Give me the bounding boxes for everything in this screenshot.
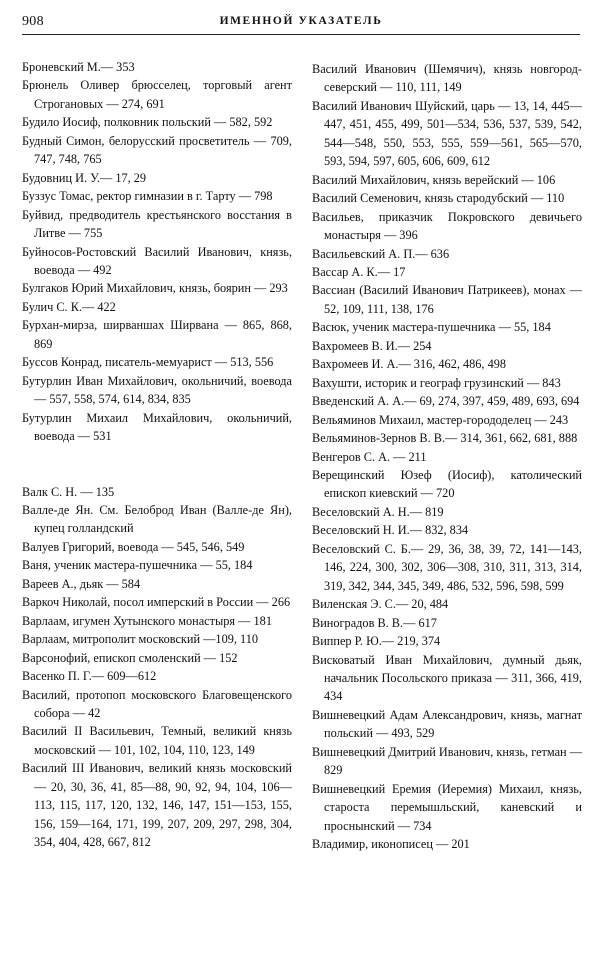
index-entry: Веселовский А. Н.— 819 — [312, 504, 444, 519]
index-entry: Варлаам, митрополит московский —109, 110 — [22, 632, 259, 647]
index-entry: Буйносов-Ростовский Василий Иванович, князь, воевода — 492 — [22, 244, 292, 277]
index-entry: Вахромеев В. И.— 254 — [312, 338, 432, 353]
index-entry: Булгаков Юрий Михайлович, князь, боярин — 293 — [22, 281, 288, 296]
index-entry: Василий Иванович Шуйский, царь — 13, 14, 445—447, 451, 455, 499, 501—534, 536, 537, 539, 542, 544—548, 550, 553, 555, 559—561, 565—570, 593, 594, 597, 605, 606, 609, 612 — [312, 98, 582, 169]
index-entry: Ваня, ученик мастера-пушечника — 55, 184 — [22, 558, 253, 573]
index-entry: Варкоч Николай, посол имперский в России — 266 — [22, 595, 291, 610]
index-entry: Вахушти, историк и географ грузинский — 843 — [312, 375, 561, 390]
index-entry: Вельяминов Михаил, мастер-горододелец — 243 — [312, 412, 569, 427]
index-entry: Василий Михайлович, князь верейский — 106 — [312, 172, 556, 187]
index-entry: Введенский А. А.— 69, 274, 397, 459, 489, 693, 694 — [312, 394, 580, 409]
letter-section-gap — [22, 446, 292, 483]
index-entry: Булич С. К.— 422 — [22, 299, 116, 314]
left-column — [22, 58, 292, 852]
index-entry: Вассар А. К.— 17 — [312, 264, 406, 279]
index-entry: Васильев, приказчик Покровского девичьего монастыря — 396 — [312, 209, 582, 243]
index-entry: Верещинский Юзеф (Иосиф), католический епископ киевский — 720 — [312, 467, 582, 501]
index-entry: Бутурлин Михаил Михайлович, окольничий, воевода — 531 — [22, 410, 292, 444]
index-entry: Варсонофий, епископ смоленский — 152 — [22, 650, 238, 665]
index-entry: Владимир, иконописец — 201 — [312, 837, 470, 852]
index-entry: Бутурлин Иван Михайлович, окольничий, воевода — 557, 558, 574, 614, 834, 835 — [22, 373, 292, 407]
index-entry: Веселовский С. Б.— 29, 36, 38, 39, 72, 141—143, 146, 224, 300, 302, 306—308, 310, 311, 313, 314, 319, 342, 344, 345, 349, 486, 532, 596, 598, 599 — [312, 541, 582, 593]
index-entry: Вельяминов-Зернов В. В.— 314, 361, 662, 681, 888 — [312, 431, 578, 446]
index-entry: Васюк, ученик мастера-пушечника — 55, 184 — [312, 320, 551, 335]
index-entry: Василий, протопоп московского Благовещенского собора — 42 — [22, 687, 292, 720]
index-entry: Варлаам, игумен Хутынского монастыря — 181 — [22, 613, 272, 628]
index-entry: Броневский М.— 353 — [22, 60, 135, 74]
index-entry: Валк С. Н. — 135 — [22, 484, 115, 499]
index-group-b — [22, 58, 292, 446]
page-number: 908 — [22, 14, 44, 29]
index-entry: Василий II Васильевич, Темный, великий князь московский — 101, 102, 104, 110, 123, 149 — [22, 724, 292, 757]
index-entry: Вахромеев И. А.— 316, 462, 486, 498 — [312, 357, 507, 372]
index-entry: Висковатый Иван Михайлович, думный дьяк, начальник Посольского приказа — 311, 366, 419, 434 — [312, 652, 582, 704]
index-entry: Будный Симон, белорусский просветитель — 709, 747, 748, 765 — [22, 133, 292, 167]
index-entry: Валле-де Ян. См. Белоброд Иван (Валле-де Ян), купец голландский — [22, 502, 292, 536]
index-entry: Виленская Э. С.— 20, 484 — [312, 597, 449, 612]
page-title: ИМЕННОЙ УКАЗАТЕЛЬ — [219, 15, 383, 27]
index-entry: Василий Семенович, князь стародубский — 110 — [312, 191, 565, 206]
index-entry: Буйвид, предводитель крестьянского восстания в Литве — 755 — [22, 207, 292, 241]
index-entry: Вишневецкий Еремия (Иеремия) Михаил, князь, староста перемышльский, каневский и проснынский — 734 — [312, 781, 582, 833]
right-column — [312, 60, 582, 853]
index-entry: Вассиан (Василий Иванович Патрикеев), монах — 52, 109, 111, 138, 176 — [312, 283, 582, 316]
index-entry: Буззус Томас, ректор гимназии в г. Тарту — 798 — [22, 189, 273, 204]
index-entry: Будовниц И. У.— 17, 29 — [22, 170, 147, 185]
index-entry: Вареев А., дьяк — 584 — [22, 576, 141, 591]
index-entry: Васенко П. Г.— 609—612 — [22, 669, 157, 684]
index-entry: Василий III Иванович, великий князь московский — 20, 30, 36, 41, 85—88, 90, 92, 94, 104, 106—113, 115, 117, 120, 132, 146, 147, 151—153, 155, 156, 159—164, 171, 199, 207, 209, 297, 298, 304, 354, 404, 428, 667, 812 — [22, 761, 292, 850]
index-entry: Васильевский А. П.— 636 — [312, 246, 450, 261]
index-entry: Виноградов В. В.— 617 — [312, 615, 437, 630]
index-entry: Веселовский Н. И.— 832, 834 — [312, 523, 469, 538]
index-entry: Буссов Конрад, писатель-мемуарист — 513, 556 — [22, 355, 274, 370]
index-entry: Василий Иванович (Шемячич), князь новгород-северский — 110, 111, 149 — [312, 62, 582, 95]
index-entry: Валуев Григорий, воевода — 545, 546, 549 — [22, 539, 245, 554]
index-entry: Вишневецкий Адам Александрович, князь, магнат польский — 493, 529 — [312, 707, 582, 741]
running-header — [22, 12, 580, 35]
index-entry: Будило Иосиф, полковник польский — 582, 592 — [22, 115, 273, 130]
index-group-v — [22, 483, 292, 852]
index-entry: Виппер Р. Ю.— 219, 374 — [312, 634, 441, 649]
index-entry: Бурхан-мирза, ширваншах Ширвана — 865, 868, 869 — [22, 318, 292, 351]
index-entry: Венгеров С. А. — 211 — [312, 449, 427, 464]
index-entry: Брюнель Оливер брюсселец, торговый агент Строгановых — 274, 691 — [22, 78, 292, 111]
index-entry: Вишневецкий Дмитрий Иванович, князь, гетман — 829 — [312, 744, 583, 778]
